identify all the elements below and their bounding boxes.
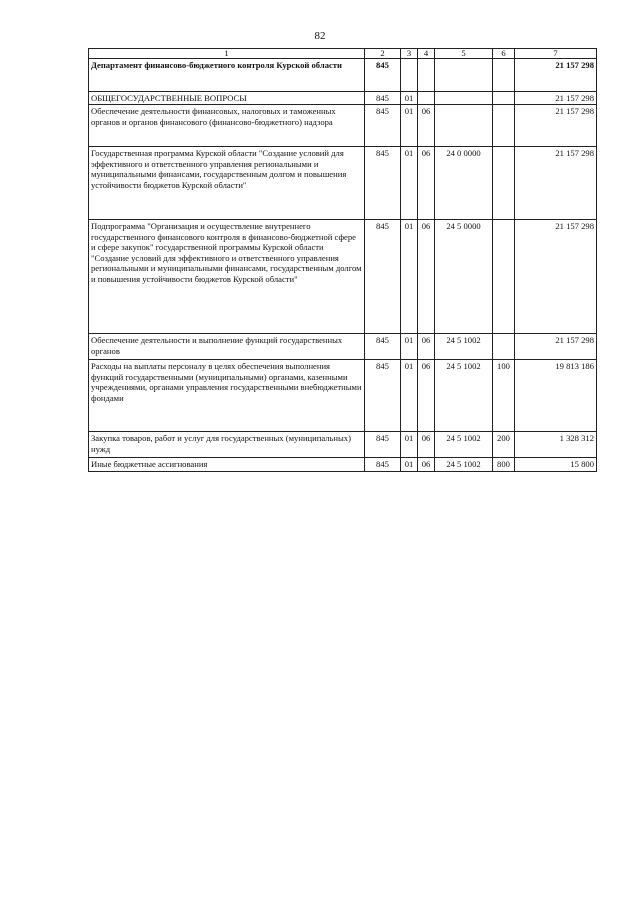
row-rz: 01 xyxy=(401,220,418,334)
page-number: 82 xyxy=(314,30,326,42)
budget-table xyxy=(88,48,597,472)
header-col-3: 3 xyxy=(401,49,418,59)
row-rz xyxy=(401,59,418,92)
table-row xyxy=(89,59,597,92)
header-col-5: 5 xyxy=(435,49,493,59)
row-csr: 24 5 1002 xyxy=(435,334,493,360)
row-pr: 06 xyxy=(418,147,435,220)
row-sum: 21 157 298 xyxy=(515,92,597,105)
row-sum: 21 157 298 xyxy=(515,147,597,220)
row-csr: 24 5 1002 xyxy=(435,360,493,432)
table-row xyxy=(89,360,597,432)
header-col-1: 1 xyxy=(89,49,365,59)
header-col-4: 4 xyxy=(418,49,435,59)
row-grbs: 845 xyxy=(365,334,401,360)
row-pr xyxy=(418,92,435,105)
table-row xyxy=(89,220,597,334)
row-grbs: 845 xyxy=(365,59,401,92)
row-grbs: 845 xyxy=(365,458,401,471)
table-row xyxy=(89,458,597,471)
row-name: Обеспечение деятельности финансовых, налоговых и таможенных органов и органов финансового (финансово-бюджетного) надзора xyxy=(89,105,365,147)
row-vr xyxy=(493,147,515,220)
row-grbs: 845 xyxy=(365,92,401,105)
row-sum: 21 157 298 xyxy=(515,105,597,147)
row-vr xyxy=(493,59,515,92)
table-row xyxy=(89,432,597,458)
row-pr: 06 xyxy=(418,360,435,432)
row-rz: 01 xyxy=(401,105,418,147)
row-csr: 24 5 1002 xyxy=(435,432,493,458)
row-vr: 200 xyxy=(493,432,515,458)
row-pr: 06 xyxy=(418,220,435,334)
row-sum: 21 157 298 xyxy=(515,334,597,360)
row-csr xyxy=(435,59,493,92)
row-sum: 15 800 xyxy=(515,458,597,471)
row-rz: 01 xyxy=(401,458,418,471)
header-row xyxy=(89,49,597,59)
table-row xyxy=(89,105,597,147)
row-rz: 01 xyxy=(401,360,418,432)
row-csr xyxy=(435,92,493,105)
row-sum: 21 157 298 xyxy=(515,220,597,334)
row-grbs: 845 xyxy=(365,105,401,147)
row-pr: 06 xyxy=(418,458,435,471)
row-name: Закупка товаров, работ и услуг для государственных (муниципальных) нужд xyxy=(89,432,365,458)
row-name: Расходы на выплаты персоналу в целях обеспечения выполнения функций государственными (муниципальными) органами, казенными учреждениями, органами управления государственными внебюджетными фондами xyxy=(89,360,365,432)
row-vr: 100 xyxy=(493,360,515,432)
row-rz: 01 xyxy=(401,334,418,360)
row-rz: 01 xyxy=(401,147,418,220)
row-pr xyxy=(418,59,435,92)
row-name: Подпрограмма "Организация и осуществление внутреннего государственного финансового контроля в финансово-бюджетной сфере и сфере закупок" государственной программы Курской области "Создание условий для эффективного и ответственного управления региональными и муниципальными финансами, государственным долгом и повышения устойчивости бюджетов Курской области" xyxy=(89,220,365,334)
table-row xyxy=(89,334,597,360)
table-row xyxy=(89,92,597,105)
row-sum: 21 157 298 xyxy=(515,59,597,92)
row-pr: 06 xyxy=(418,432,435,458)
row-pr: 06 xyxy=(418,334,435,360)
row-name: Обеспечение деятельности и выполнение функций государственных органов xyxy=(89,334,365,360)
row-rz: 01 xyxy=(401,92,418,105)
row-grbs: 845 xyxy=(365,360,401,432)
row-grbs: 845 xyxy=(365,147,401,220)
row-csr: 24 5 1002 xyxy=(435,458,493,471)
row-name: Государственная программа Курской области "Создание условий для эффективного и ответственного управления региональными и муниципальными финансами, государственным долгом и повышения устойчивости бюджетов Курской области" xyxy=(89,147,365,220)
row-vr xyxy=(493,220,515,334)
row-vr xyxy=(493,334,515,360)
row-grbs: 845 xyxy=(365,432,401,458)
row-sum: 19 813 186 xyxy=(515,360,597,432)
header-col-6: 6 xyxy=(493,49,515,59)
row-vr xyxy=(493,105,515,147)
row-csr xyxy=(435,105,493,147)
row-vr: 800 xyxy=(493,458,515,471)
header-col-7: 7 xyxy=(515,49,597,59)
row-grbs: 845 xyxy=(365,220,401,334)
row-csr: 24 5 0000 xyxy=(435,220,493,334)
table-row xyxy=(89,147,597,220)
row-csr: 24 0 0000 xyxy=(435,147,493,220)
row-name: Иные бюджетные ассигнования xyxy=(89,458,365,471)
header-col-2: 2 xyxy=(365,49,401,59)
row-name: ОБЩЕГОСУДАРСТВЕННЫЕ ВОПРОСЫ xyxy=(89,92,365,105)
row-pr: 06 xyxy=(418,105,435,147)
row-rz: 01 xyxy=(401,432,418,458)
row-vr xyxy=(493,92,515,105)
row-name: Департамент финансово-бюджетного контроля Курской области xyxy=(89,59,365,92)
row-sum: 1 328 312 xyxy=(515,432,597,458)
